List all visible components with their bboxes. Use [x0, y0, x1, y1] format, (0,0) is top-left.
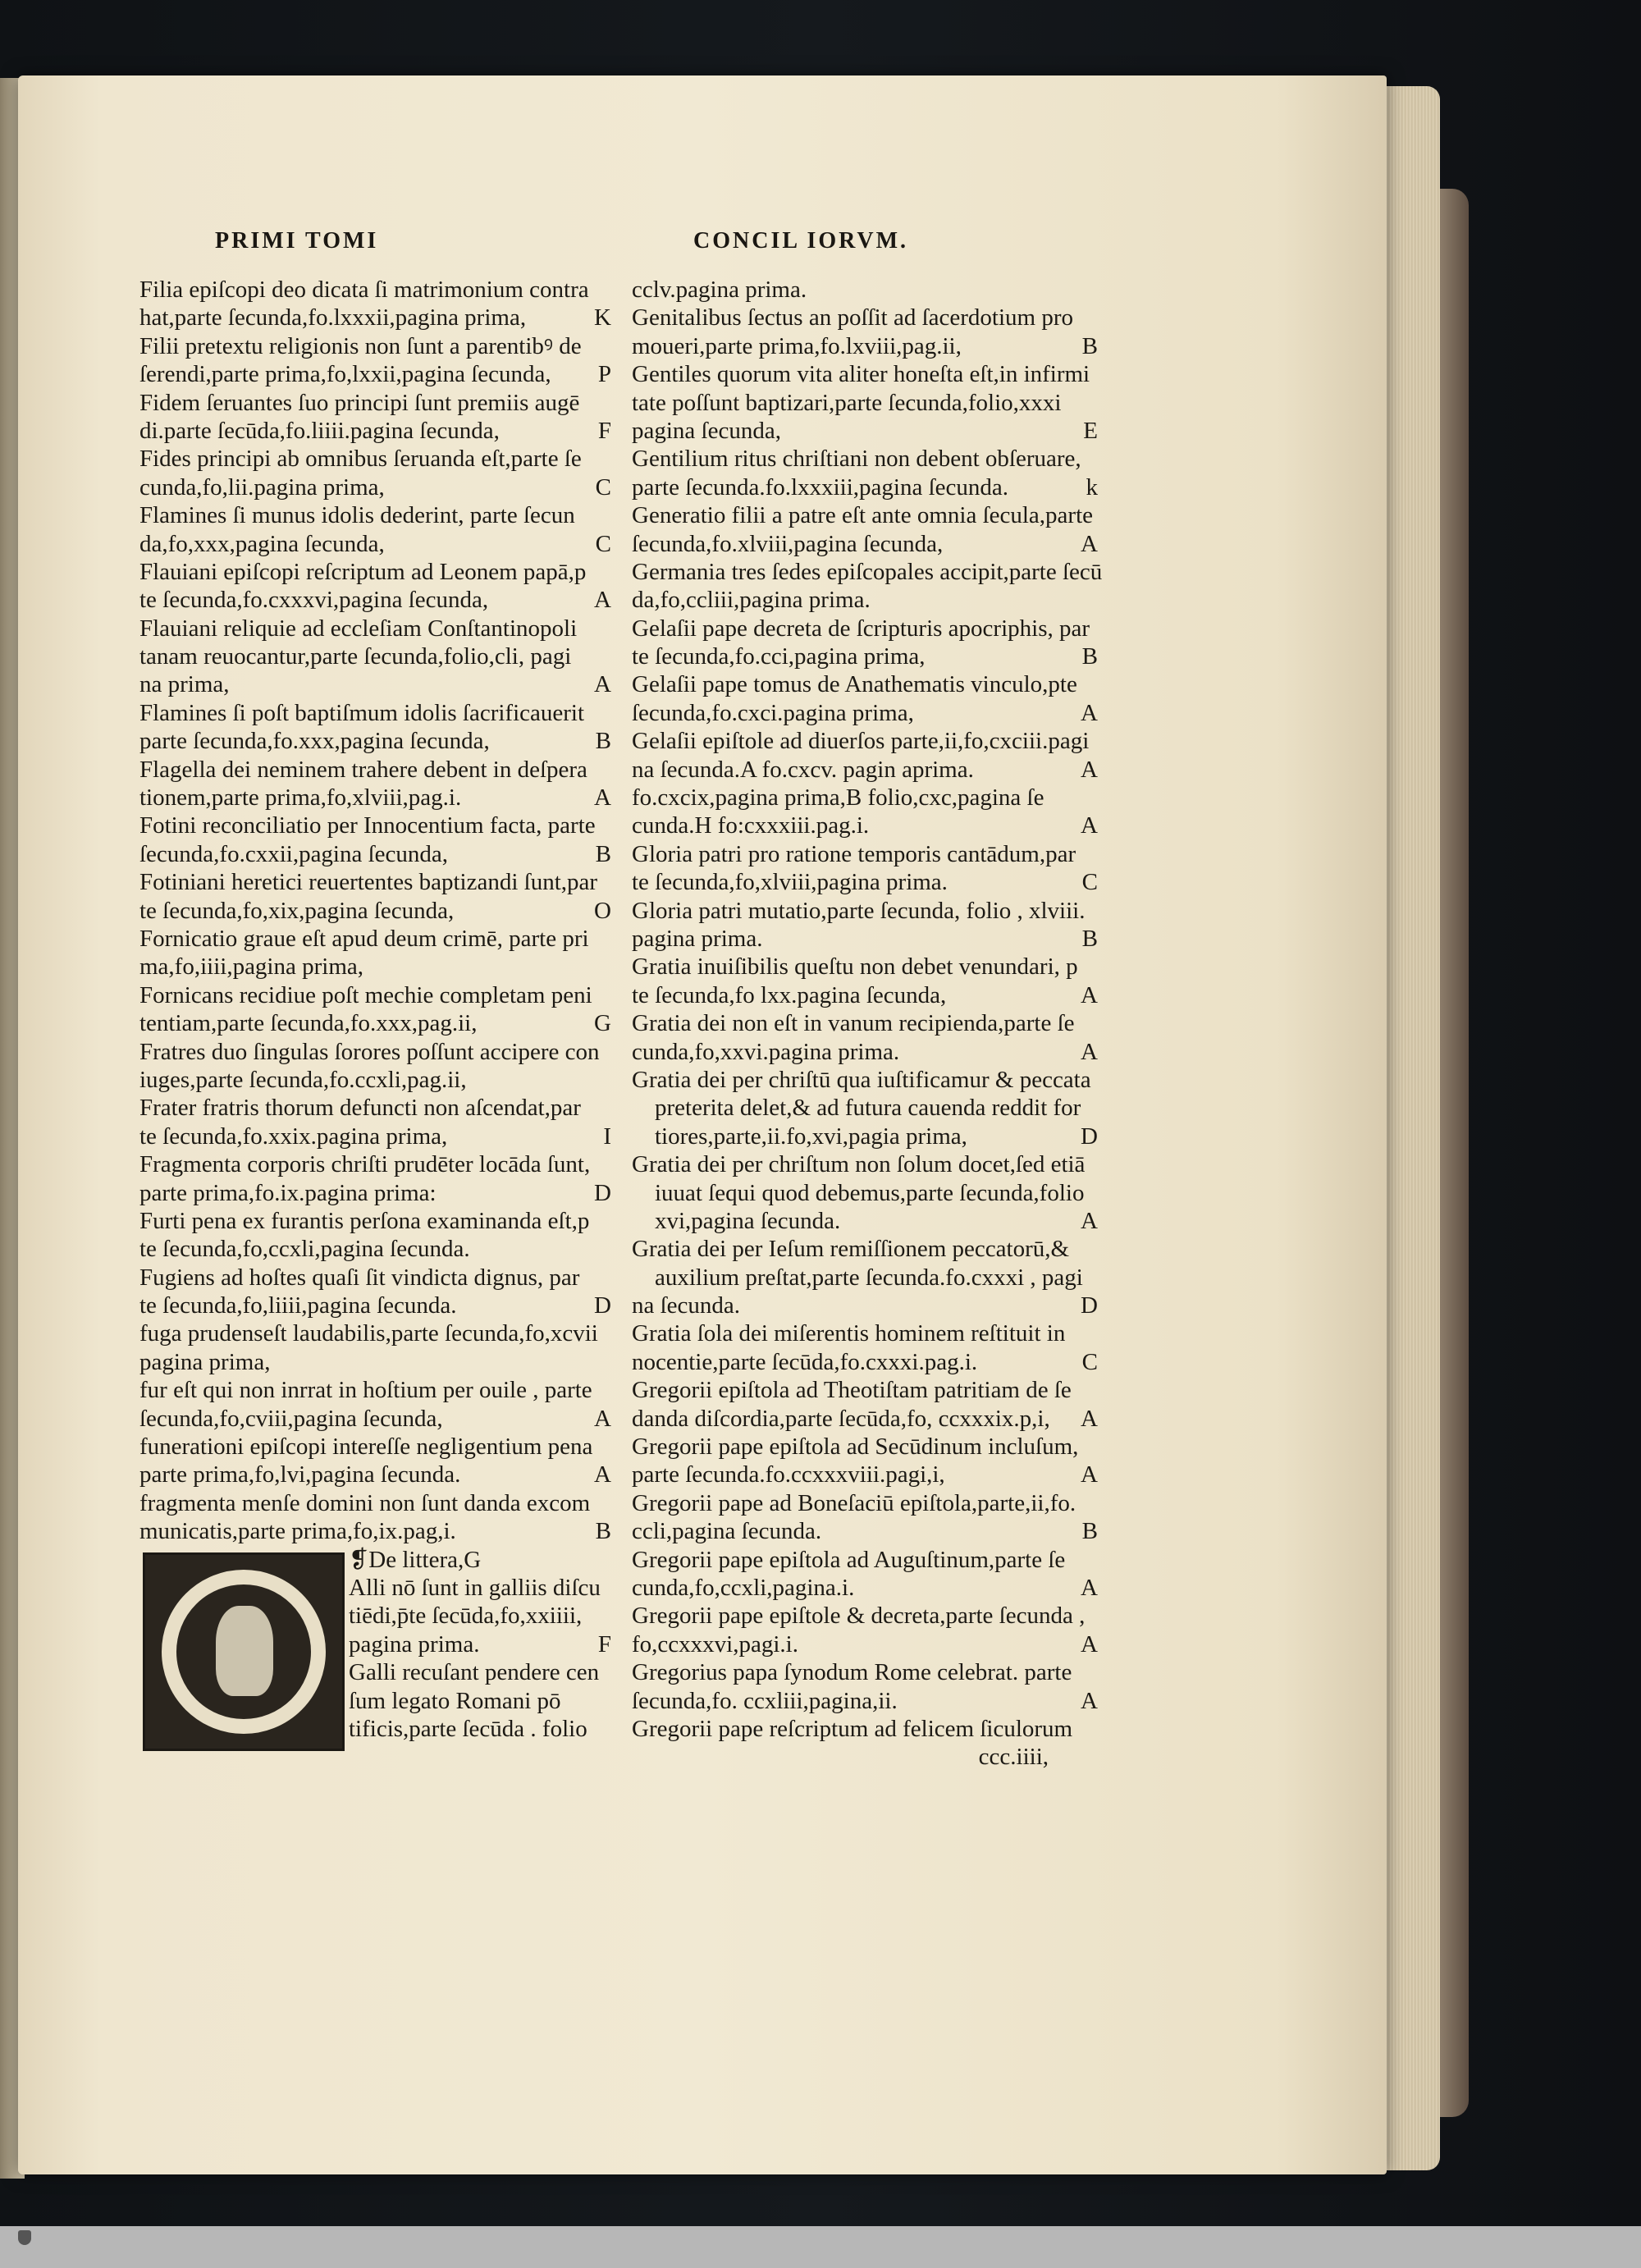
section-g-lines [349, 1546, 611, 1744]
index-line [632, 953, 1098, 981]
entry-text: tificis,parte ſecūda . folio [349, 1715, 587, 1742]
entry-text: ſecunda,fo.cxci.pagina prima, [632, 699, 914, 726]
entry-text: Gratia inuiſibilis queſtu non debet venundari, p [632, 953, 1078, 981]
section-letter: A [594, 587, 611, 614]
entry-text: pagina ſecunda, [632, 417, 781, 444]
entry-text: Frater fratris thorum defuncti non aſcendat,par [139, 1095, 581, 1122]
index-line [349, 1715, 611, 1743]
section-letter: A [1081, 699, 1098, 726]
entry-text: Fragmenta corporis chriſti prudēter locāda ſunt, [139, 1151, 591, 1178]
entry-text: te ſecunda,fo,xlviii,pagina prima. [632, 869, 948, 896]
index-line [139, 304, 611, 332]
index-line [632, 473, 1098, 501]
index-line [632, 1433, 1098, 1461]
entry-text: cunda,fo,lii.pagina prima, [139, 473, 385, 501]
section-letter: A [1081, 1574, 1098, 1601]
section-letter: B [595, 1518, 611, 1545]
entry-text: iuges,parte ſecunda,fo.ccxli,pag.ii, [139, 1066, 467, 1093]
index-line [632, 727, 1098, 755]
entry-text: parte ſecunda.fo.ccxxxviii.pagi,i, [632, 1461, 945, 1488]
index-line [632, 417, 1098, 445]
index-line [139, 1433, 611, 1461]
entry-text: pagina prima. [632, 925, 763, 952]
crest-icon [18, 2230, 31, 2245]
entry-text: te ſecunda,fo,liiii,pagina ſecunda. [139, 1292, 457, 1319]
section-letter: B [595, 728, 611, 755]
section-letter: A [1081, 1038, 1098, 1065]
index-line [632, 1489, 1098, 1517]
index-line [139, 417, 611, 445]
entry-text: te ſecunda,fo.cci,pagina prima, [632, 643, 926, 670]
entry-text: Alli nō ſunt in galliis diſcu [349, 1574, 601, 1601]
entry-text: Fratres duo ſingulas ſorores poſſunt accipere con [139, 1038, 600, 1065]
entry-text: Gregorii pape epiſtole & decreta,parte ſecunda , [632, 1603, 1086, 1630]
index-line [632, 1602, 1098, 1630]
viewer-footer-bar [0, 2226, 1641, 2268]
entry-text: Fotiniani heretici reuertentes baptizandi ſunt,par [139, 869, 598, 896]
index-line [139, 812, 611, 839]
section-letter: D [594, 1179, 611, 1206]
section-letter: I [603, 1123, 611, 1150]
index-line [349, 1602, 611, 1630]
index-line [632, 642, 1098, 670]
entry-text: Gratia dei per chriſtum non ſolum docet,ſed etiā [632, 1151, 1086, 1178]
index-line [632, 1348, 1098, 1376]
section-letter: B [595, 840, 611, 867]
index-line [632, 1235, 1098, 1263]
entry-text: Fidem ſeruantes ſuo principi ſunt premiis augē [139, 389, 580, 416]
index-line [632, 1546, 1098, 1574]
index-line [632, 897, 1098, 925]
entry-text: Gratia ſola dei miſerentis hominem reſtituit in [632, 1320, 1066, 1347]
entry-text: parte prima,fo.ix.pagina prima: [139, 1179, 437, 1206]
entry-text: moueri,parte prima,fo.lxviii,pag.ii, [632, 332, 962, 359]
index-line [632, 1405, 1098, 1433]
index-line [632, 1066, 1098, 1094]
entry-text: iuuat ſequi quod debemus,parte ſecunda,folio [655, 1179, 1085, 1206]
entry-text: hat,parte ſecunda,fo.lxxxii,pagina prima, [139, 304, 527, 332]
entry-text: municatis,parte prima,fo,ix.pag,i. [139, 1518, 456, 1545]
entry-text: Fornicatio graue eſt apud deum crimē, parte pri [139, 925, 589, 952]
entry-text: Gelaſii epiſtole ad diuerſos parte,ii,fo,cxciii.pagi [632, 728, 1090, 755]
section-letter: A [1081, 1405, 1098, 1432]
catchword [632, 1743, 1098, 1771]
entry-text: Flauiani reliquie ad eccleſiam Conſtantinopoli [139, 615, 578, 642]
index-line [632, 558, 1103, 586]
index-line [632, 1207, 1098, 1235]
index-line [139, 558, 611, 586]
index-line [632, 1292, 1098, 1319]
entry-text: ſecunda,fo,cviii,pagina ſecunda, [139, 1405, 443, 1432]
entry-text: te ſecunda,fo.cxxxvi,pagina ſecunda, [139, 587, 489, 614]
index-line [139, 1348, 611, 1376]
entry-text: Gelaſii pape decreta de ſcripturis apocriphis, par [632, 615, 1090, 642]
index-line [632, 1094, 1098, 1122]
entry-text: Flagella dei neminem trahere debent in deſpera [139, 756, 587, 783]
section-letter: E [1083, 417, 1098, 444]
index-line [139, 1038, 611, 1066]
entry-text: te ſecunda,fo,ccxli,pagina ſecunda. [139, 1236, 470, 1263]
entry-text: Flauiani epiſcopi reſcriptum ad Leonem papā,p [139, 558, 587, 585]
section-g-block [139, 1546, 611, 1743]
index-line [632, 1150, 1098, 1178]
section-letter: A [594, 1405, 611, 1432]
entry-text: ❡De littera,G [349, 1546, 482, 1573]
entry-text: na ſecunda. [632, 1292, 741, 1319]
section-letter: A [1081, 1687, 1098, 1714]
entry-text: Fides principi ab omnibus ſeruanda eſt,parte ſe [139, 446, 582, 473]
entry-text: da,fo,xxx,pagina ſecunda, [139, 530, 385, 557]
index-line [139, 1123, 611, 1150]
entry-text: te ſecunda,fo.xxix.pagina prima, [139, 1123, 448, 1150]
entry-text: tiores,parte,ii.fo,xvi,pagia prima, [655, 1123, 967, 1150]
index-line [632, 1264, 1098, 1292]
index-line [139, 897, 611, 925]
index-line [632, 1461, 1098, 1488]
entry-text: da,fo,ccliii,pagina prima. [632, 587, 871, 614]
index-line [139, 1207, 611, 1235]
index-line [139, 360, 611, 388]
entry-text: Gratia dei per chriſtū qua iuſtificamur & peccata [632, 1066, 1091, 1093]
index-line [632, 530, 1098, 558]
index-line [632, 445, 1098, 473]
index-line [139, 784, 611, 812]
entry-text: Gregorii pape epiſtola ad Auguſtinum,parte ſe [632, 1546, 1066, 1573]
entry-text: fuga prudenseſt laudabilis,parte ſecunda,fo,xcvii [139, 1320, 598, 1347]
entry-text: danda diſcordia,parte ſecūda,fo, ccxxxix.p,i, [632, 1405, 1050, 1432]
entry-text: ma,fo,iiii,pagina prima, [139, 953, 364, 981]
section-letter: B [1081, 925, 1098, 952]
index-line [139, 586, 611, 614]
index-line [632, 586, 1098, 614]
index-line [632, 784, 1098, 812]
section-letter: G [594, 1010, 611, 1037]
section-letter: C [595, 530, 611, 557]
index-line [632, 501, 1098, 529]
index-line [139, 642, 611, 670]
entry-text: ſum legato Romani pō [349, 1687, 561, 1714]
entry-text: tionem,parte prima,fo,xlviii,pag.i. [139, 784, 462, 812]
section-letter: O [594, 897, 611, 924]
index-line [632, 981, 1098, 1009]
entry-text: Fotini reconciliatio per Innocentium facta, parte [139, 812, 596, 839]
entry-text: fur eſt qui non inrrat in hoſtium per ouile , parte [139, 1377, 592, 1404]
entry-text: cunda,fo,xxvi.pagina prima. [632, 1038, 900, 1065]
index-line [632, 670, 1098, 698]
entry-text: pagina prima, [139, 1348, 271, 1375]
index-line [632, 1376, 1098, 1404]
entry-text: na prima, [139, 671, 230, 698]
entry-text: tentiam,parte ſecunda,fo.xxx,pag.ii, [139, 1010, 478, 1037]
decorated-initial-g [143, 1552, 345, 1751]
index-line [632, 1009, 1098, 1037]
index-line [139, 332, 611, 360]
index-line [139, 1094, 611, 1122]
section-letter: K [594, 304, 611, 332]
entry-text: ſecunda,fo. ccxliii,pagina,ii. [632, 1687, 898, 1714]
index-line [632, 1038, 1098, 1066]
entry-text: ſerendi,parte prima,fo,lxxii,pagina ſecunda, [139, 361, 551, 388]
section-letter: A [1081, 1461, 1098, 1488]
section-letter: P [597, 361, 611, 388]
section-letter: F [597, 417, 611, 444]
entry-text: Galli recuſant pendere cen [349, 1659, 600, 1686]
entry-text: te ſecunda,fo,xix,pagina ſecunda, [139, 897, 455, 924]
index-line [632, 699, 1098, 727]
index-line [139, 1405, 611, 1433]
index-line [139, 1319, 611, 1347]
section-letter: B [1081, 332, 1098, 359]
section-letter: C [1081, 1348, 1098, 1375]
entry-text: Germania tres ſedes epiſcopales accipit,parte ſecū [632, 558, 1103, 585]
entry-text: di.parte ſecūda,fo.liiii.pagina ſecunda, [139, 417, 500, 444]
index-line [139, 389, 611, 417]
entry-text: ſecunda,fo.cxxii,pagina ſecunda, [139, 840, 449, 867]
entry-text: Gratia dei per Ieſum remiſſionem peccatorū,& [632, 1236, 1070, 1263]
entry-text: cclv.pagina prima. [632, 277, 807, 303]
index-line [139, 1376, 611, 1404]
entry-text: cunda,fo,ccxli,pagina.i. [632, 1574, 855, 1601]
entry-text: na ſecunda.A fo.cxcv. pagin aprima. [632, 756, 974, 783]
entry-text: tate poſſunt baptizari,parte ſecunda,folio,xxxi [632, 389, 1062, 416]
entry-text: ſecunda,fo.xlviii,pagina ſecunda, [632, 530, 944, 557]
section-letter: A [594, 671, 611, 698]
entry-text: Flamines ſi poſt baptiſmum idolis ſacrificauerit [139, 699, 585, 726]
index-line [139, 473, 611, 501]
entry-text: Gloria patri pro ratione temporis cantādum,par [632, 840, 1076, 867]
index-line [139, 925, 611, 953]
entry-text: Gentiles quorum vita aliter honeſta eſt,in infirmi [632, 361, 1090, 388]
index-line [632, 840, 1098, 868]
index-line [139, 1009, 611, 1037]
index-line [632, 756, 1098, 784]
index-line [632, 1319, 1098, 1347]
section-letter: A [1081, 1207, 1098, 1234]
section-letter: C [1081, 869, 1098, 896]
section-letter: F [597, 1630, 611, 1658]
index-line [139, 445, 611, 473]
index-line [139, 868, 611, 896]
index-line [139, 981, 611, 1009]
entry-text: ccli,pagina ſecunda. [632, 1518, 822, 1545]
entry-text: Gregorii pape reſcriptum ad felicem ſiculorum [632, 1715, 1073, 1742]
entry-text: parte ſecunda.fo.lxxxiii,pagina ſecunda. [632, 473, 1008, 501]
index-line [632, 1715, 1098, 1743]
index-line [349, 1687, 611, 1715]
running-head-right: CONCIL IORVM. [693, 228, 909, 254]
section-letter: B [1081, 1518, 1098, 1545]
entry-text: Gregorius papa ſynodum Rome celebrat. parte [632, 1659, 1072, 1686]
entry-text: Flamines ſi munus idolis dederint, parte ſecun [139, 502, 575, 529]
entry-text: tiēdi,p̄te ſecūda,fo,xxiiii, [349, 1603, 583, 1630]
index-line [632, 389, 1098, 417]
section-letter: A [1081, 812, 1098, 839]
entry-text: tanam reuocantur,parte ſecunda,folio,cli, pagi [139, 643, 572, 670]
index-line [139, 953, 611, 981]
section-letter: D [594, 1292, 611, 1319]
entry-text: cunda.H fo:cxxxiii.pag.i. [632, 812, 870, 839]
entry-text: pagina prima. [349, 1630, 480, 1658]
entry-text: funerationi epiſcopi intereſſe negligentium pena [139, 1434, 593, 1461]
index-line [139, 1150, 611, 1178]
index-line [139, 727, 611, 755]
index-line [632, 615, 1098, 642]
entry-text: Filii pretextu religionis non ſunt a parentibꝰ de [139, 332, 582, 359]
index-line [632, 360, 1098, 388]
entry-text: Generatio filii a patre eſt ante omnia ſecula,parte [632, 502, 1094, 529]
index-line [632, 332, 1098, 360]
section-letter: C [595, 473, 611, 501]
entry-text: Genitalibus ſectus an poſſit ad ſacerdotium pro [632, 304, 1073, 332]
index-column-left [139, 276, 611, 1743]
entry-text: fo.cxcix,pagina prima,B folio,cxc,pagina ſe [632, 784, 1044, 812]
index-line [139, 276, 611, 304]
entry-text: Gregorii pape epiſtola ad Secūdinum incluſum, [632, 1434, 1079, 1461]
index-line [632, 1179, 1098, 1207]
index-line [632, 1517, 1098, 1545]
index-line [632, 868, 1098, 896]
section-letter: A [594, 784, 611, 812]
index-line [139, 1066, 611, 1094]
section-letter: A [1081, 1630, 1098, 1658]
section-letter: A [594, 1461, 611, 1488]
entry-text: ccc.iiii, [978, 1744, 1049, 1771]
index-line [632, 1687, 1098, 1715]
entry-text: Furti pena ex furantis perſona examinanda eſt,p [139, 1207, 590, 1234]
entry-text: nocentie,parte ſecūda,fo.cxxxi.pag.i. [632, 1348, 978, 1375]
section-letter: k [1086, 473, 1098, 501]
index-line [139, 501, 611, 529]
entry-text: parte ſecunda,fo.xxx,pagina ſecunda, [139, 728, 490, 755]
index-line [632, 1123, 1098, 1150]
index-line [632, 1658, 1098, 1686]
index-line [139, 1179, 611, 1207]
index-line [139, 1292, 611, 1319]
index-line [139, 1264, 611, 1292]
index-line [349, 1546, 611, 1574]
entry-text: Gregorii epiſtola ad Theotiſtam patritiam de ſe [632, 1377, 1072, 1404]
index-line [139, 756, 611, 784]
entry-text: Gregorii pape ad Boneſaciū epiſtola,parte,ii,fo. [632, 1489, 1076, 1516]
index-line [349, 1630, 611, 1658]
index-line [139, 615, 611, 642]
section-letter: A [1081, 756, 1098, 783]
index-line [632, 1630, 1098, 1658]
index-column-right [632, 276, 1103, 1772]
index-line [139, 840, 611, 868]
index-line [632, 304, 1098, 332]
entry-text: Fornicans recidiue poſt mechie completam peni [139, 981, 592, 1008]
index-line [349, 1574, 611, 1602]
initial-creature-ornament [216, 1606, 273, 1696]
entry-text: auxilium preſtat,parte ſecunda.fo.cxxxi , pagi [655, 1264, 1083, 1291]
entry-text: parte prima,fo,lvi,pagina ſecunda. [139, 1461, 461, 1488]
library-logo [8, 2230, 41, 2263]
entry-text: xvi,pagina ſecunda. [655, 1207, 841, 1234]
index-line [139, 1517, 611, 1545]
entry-text: Gelaſii pape tomus de Anathematis vinculo,pte [632, 671, 1077, 698]
index-line [139, 699, 611, 727]
entry-text: Fugiens ad hoſtes quaſi ſit vindicta dignus, par [139, 1264, 580, 1291]
entry-text: preterita delet,& ad futura cauenda reddit for [655, 1095, 1081, 1122]
index-line [139, 1489, 611, 1517]
index-line [139, 1235, 611, 1263]
entry-text: te ſecunda,fo lxx.pagina ſecunda, [632, 981, 947, 1008]
index-line [632, 1574, 1098, 1602]
section-letter: D [1081, 1292, 1098, 1319]
entry-text: Gratia dei non eſt in vanum recipienda,parte ſe [632, 1010, 1075, 1037]
section-letter: B [1081, 643, 1098, 670]
index-line [139, 670, 611, 698]
running-head-left: PRIMI TOMI [215, 228, 379, 254]
index-line [349, 1658, 611, 1686]
section-letter: D [1081, 1123, 1098, 1150]
section-letter: A [1081, 981, 1098, 1008]
index-line [632, 812, 1098, 839]
entry-text: Gloria patri mutatio,parte ſecunda, folio , xlviii. [632, 897, 1086, 924]
index-line [139, 1461, 611, 1488]
index-line [139, 530, 611, 558]
section-letter: A [1081, 530, 1098, 557]
index-line [632, 925, 1098, 953]
entry-text: Filia epiſcopi deo dicata ſi matrimonium contra [139, 277, 589, 303]
entry-text: Gentilium ritus chriſtiani non debent obſeruare, [632, 446, 1081, 473]
index-line [632, 276, 1098, 304]
entry-text: fo,ccxxxvi,pagi.i. [632, 1630, 798, 1658]
entry-text: fragmenta menſe domini non ſunt danda excom [139, 1489, 591, 1516]
